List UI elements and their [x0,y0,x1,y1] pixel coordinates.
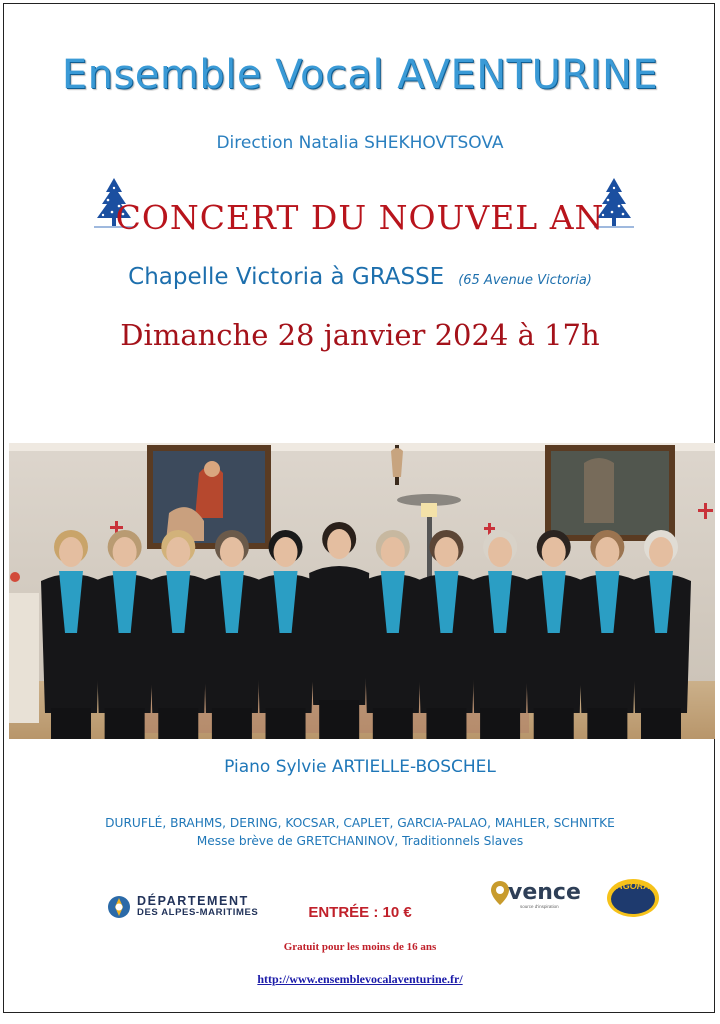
agora-logo [606,878,660,918]
venue-name: Chapelle Victoria à GRASSE [128,264,445,290]
website-link[interactable]: http://www.ensemblevocalaventurine.fr/ [257,972,463,986]
departement-line1: DÉPARTEMENT [137,894,249,908]
vence-tagline: source d'inspiration [520,904,559,909]
entry-price: ENTRÉE : 10 € [308,904,412,921]
venue-address: (65 Avenue Victoria) [458,273,592,288]
free-entry-note: Gratuit pour les moins de 16 ans [283,941,437,953]
departement-line2: DES ALPES-MARITIMES [137,907,259,918]
vence-logo [490,878,581,910]
agora-wordmark: AGORA [616,881,650,891]
venue-line [0,264,720,290]
pianist-line: Piano Sylvie ARTIELLE-BOSCHEL [224,757,496,777]
conductor-line: Direction Natalia SHEKHOVTSOVA [216,133,504,153]
concert-date: Dimanche 28 janvier 2024 à 17h [120,318,600,352]
map-pin-icon [490,880,510,906]
composers-list: DURUFLÉ, BRAHMS, DERING, KOCSAR, CAPLET, GARCIA-PALAO, MAHLER, SCHNITKE [105,816,615,830]
poster-title: Ensemble Vocal AVENTURINE [61,52,659,98]
choir-photo [9,443,715,739]
concert-heading: CONCERT DU NOUVEL AN [115,198,605,237]
program-line: Messe brève de GRETCHANINOV, Traditionnels Slaves [196,834,524,848]
vence-wordmark: vence [508,880,581,905]
